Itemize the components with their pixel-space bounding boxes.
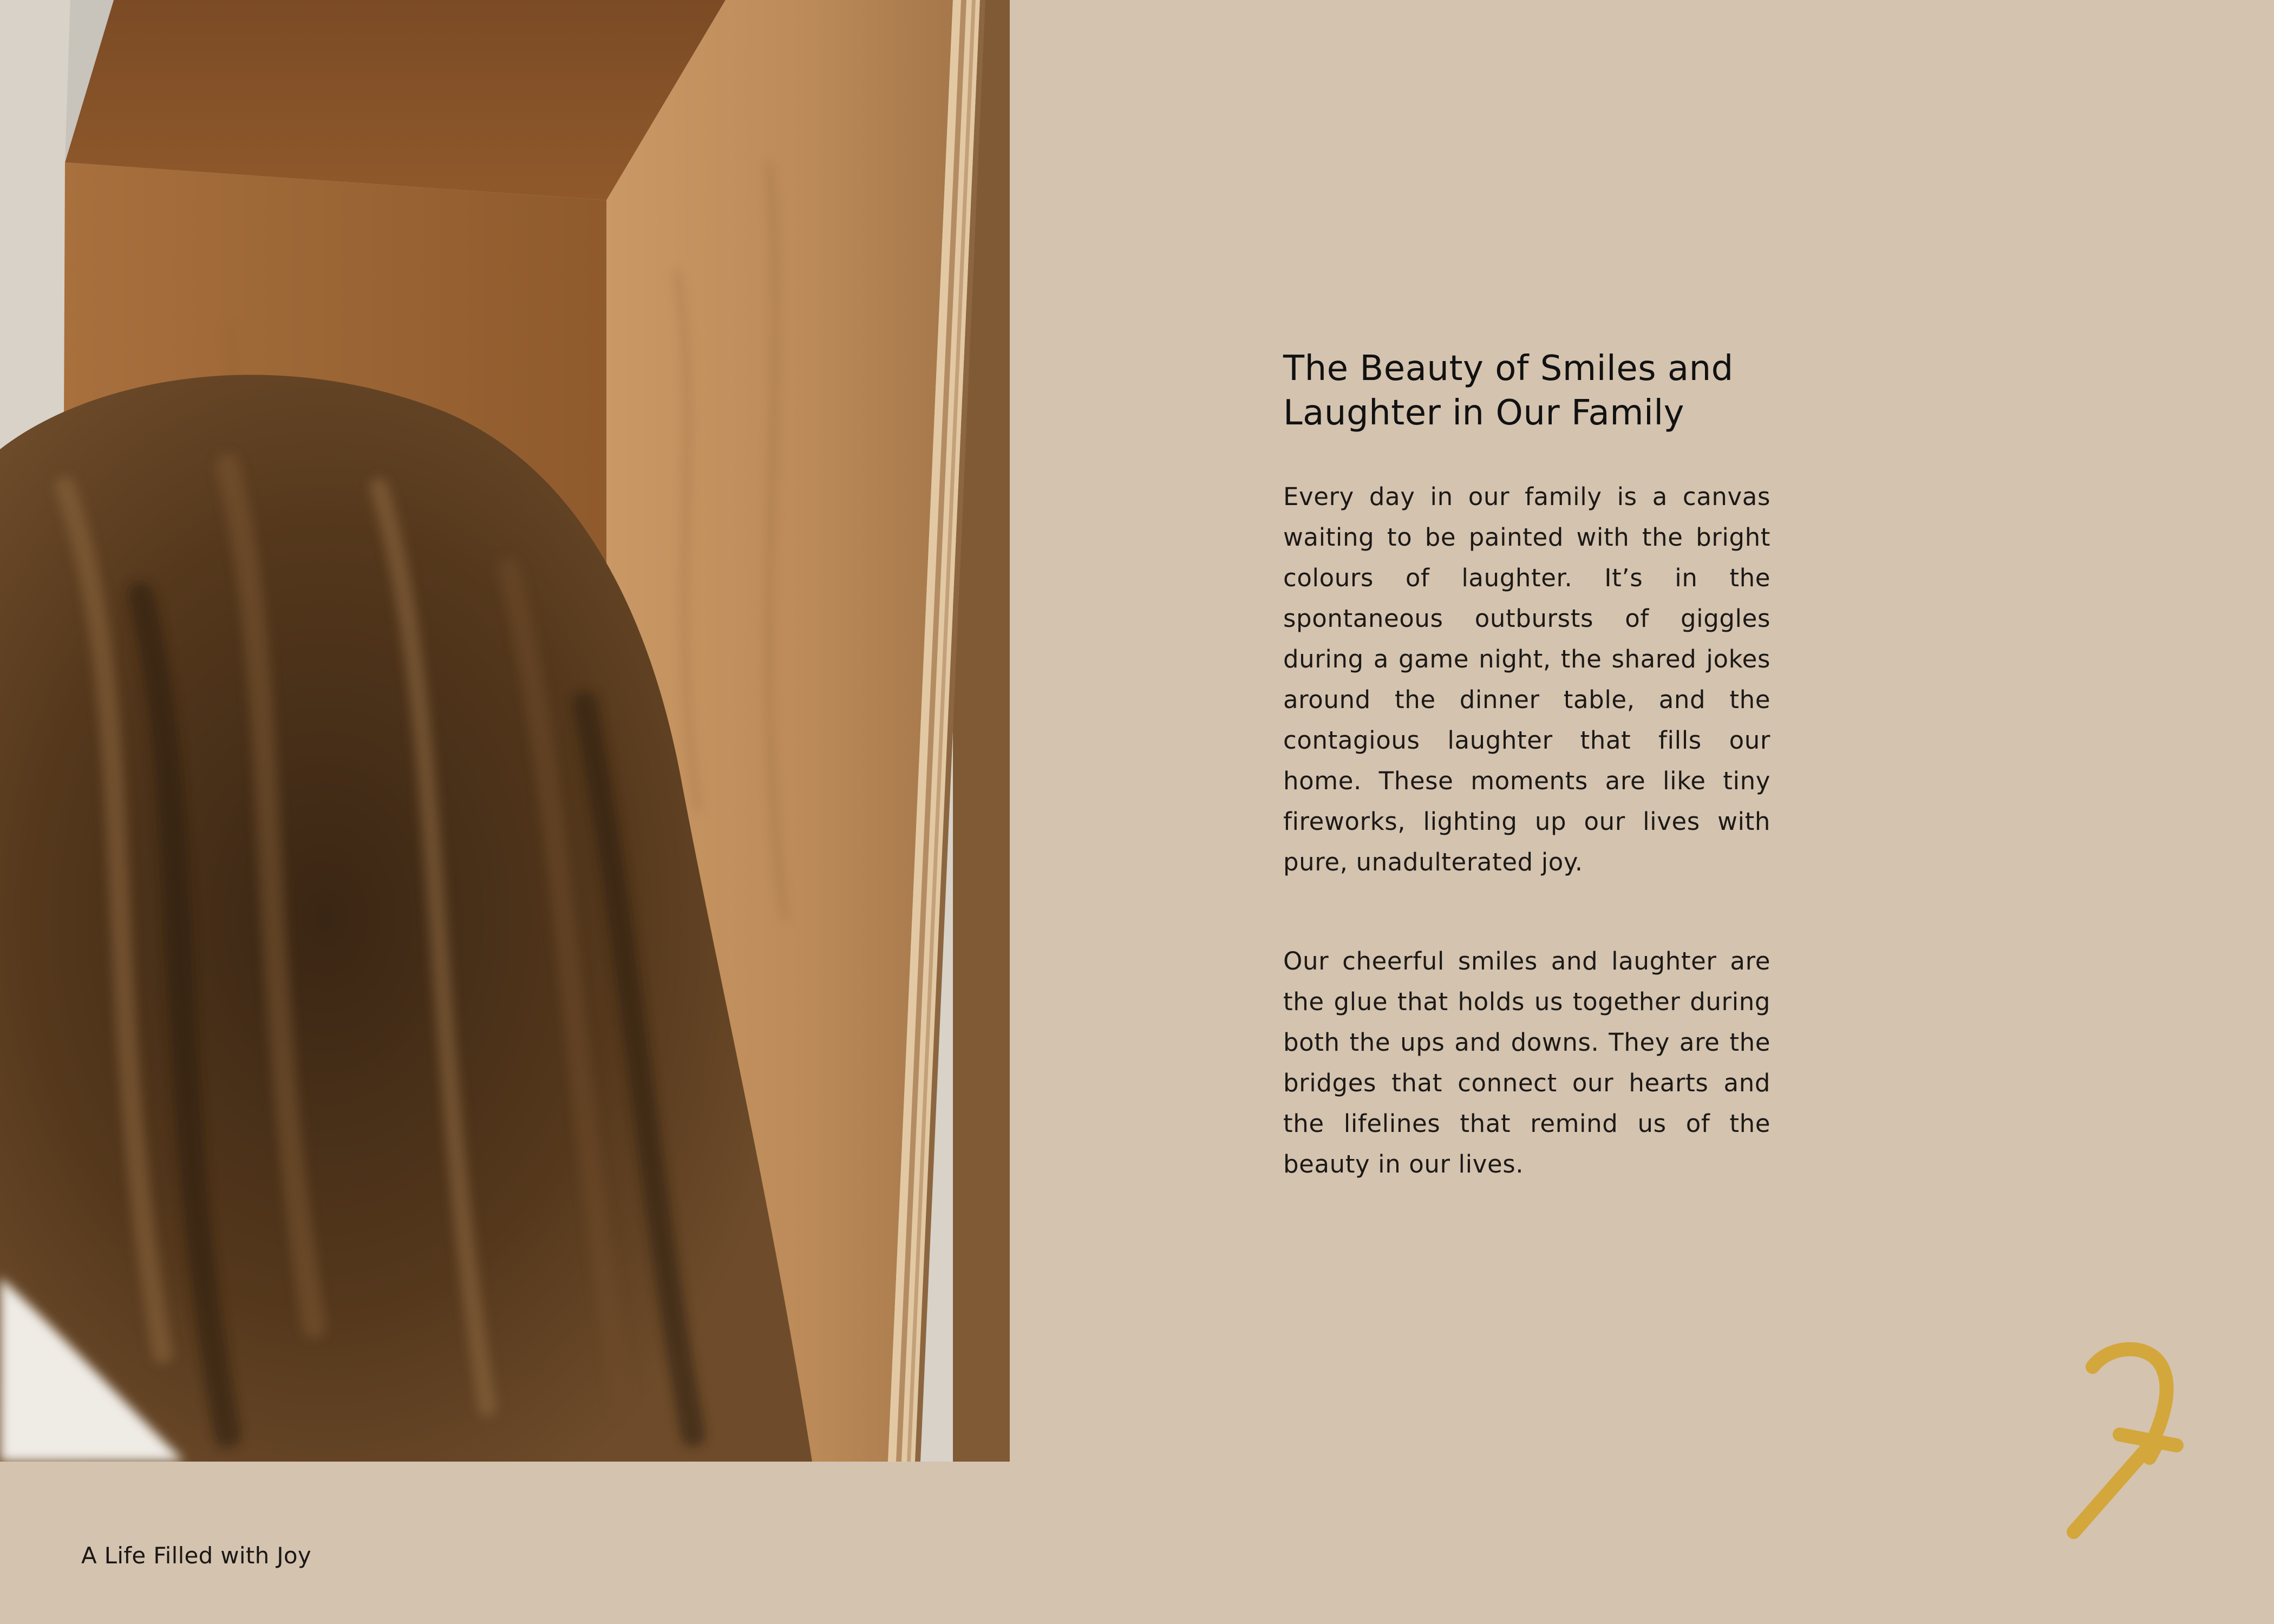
footer-title: A Life Filled with Joy [81, 1542, 312, 1569]
article-paragraph-2: Our cheerful smiles and laughter are the glue that holds us together during both the ups and downs. They are the bridges that connect our hearts and the lifelines that remind us of the beauty in our lives. [1283, 947, 1770, 1178]
article-title: The Beauty of Smiles and Laughter in Our Family [1283, 349, 1734, 433]
hero-photo [0, 0, 1010, 1462]
article [1283, 346, 1770, 1184]
hero-photo-illustration [0, 0, 1010, 1462]
article-paragraph-1: Every day in our family is a canvas waiting to be painted with the bright colours of laughter. It’s in the spontaneous outbursts of giggles during a game night, the shared jokes around the dinner table, and the contagious laughter that fills our home. These moments are like tiny fireworks, lighting up our lives with pure, unadulterated joy. [1283, 482, 1770, 876]
brand-logo-icon-svg [2052, 1334, 2187, 1546]
brand-logo-icon [2052, 1334, 2187, 1546]
